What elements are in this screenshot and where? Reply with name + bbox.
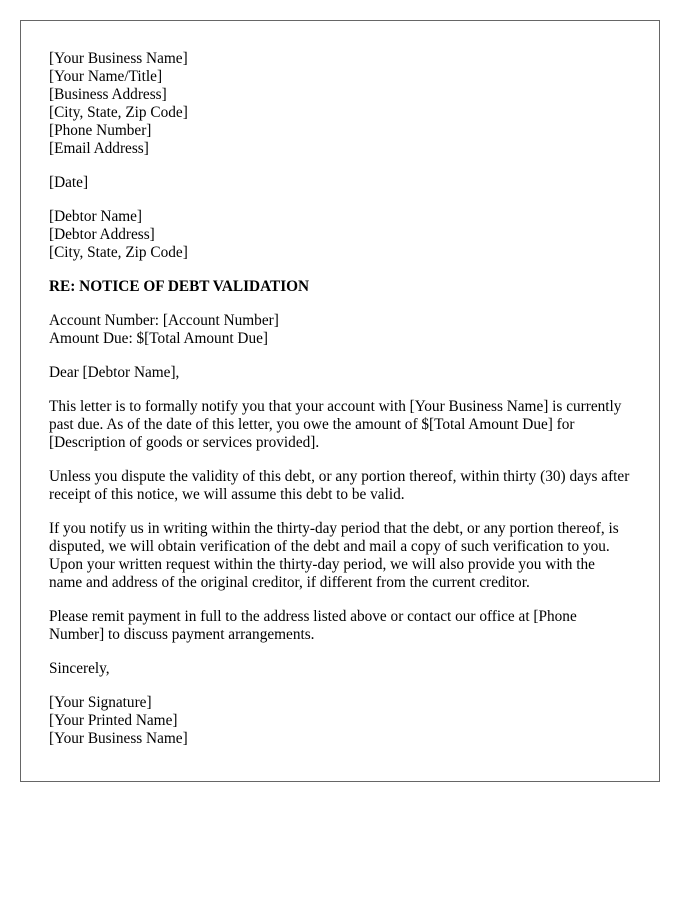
subject-line: RE: NOTICE OF DEBT VALIDATION bbox=[49, 278, 310, 295]
sender-business-name: [Your Business Name] bbox=[49, 50, 188, 67]
printed-name: [Your Printed Name] bbox=[49, 712, 178, 729]
recipient-city-state-zip: [City, State, Zip Code] bbox=[49, 244, 188, 261]
account-block bbox=[49, 312, 631, 348]
sender-name-title: [Your Name/Title] bbox=[49, 68, 163, 85]
signature-block bbox=[49, 694, 631, 748]
signature-business-name: [Your Business Name] bbox=[49, 730, 188, 747]
body-paragraph-validity: Unless you dispute the validity of this debt, or any portion thereof, within thirty (30) days after receipt of this notice, we will assume this debt to be valid. bbox=[49, 468, 630, 503]
recipient-block bbox=[49, 208, 631, 262]
sender-city-state-zip: [City, State, Zip Code] bbox=[49, 104, 188, 121]
signature: [Your Signature] bbox=[49, 694, 152, 711]
closing: Sincerely, bbox=[49, 660, 110, 677]
body-paragraph-dispute: If you notify us in writing within the thirty-day period that the debt, or any portion thereof, is disputed, we will obtain verification of the debt and mail a copy of such verification to you. Upon your written request within the thirty-day period, we will also provide you with the name and address of the original creditor, if different from the current creditor. bbox=[49, 520, 619, 591]
sender-phone: [Phone Number] bbox=[49, 122, 152, 139]
recipient-address: [Debtor Address] bbox=[49, 226, 155, 243]
sender-block bbox=[49, 50, 631, 158]
body-paragraph-notice: This letter is to formally notify you that your account with [Your Business Name] is currently past due. As of the date of this letter, you owe the amount of $[Total Amount Due] for [Description of goods or services provided]. bbox=[49, 398, 622, 451]
amount-due: Amount Due: $[Total Amount Due] bbox=[49, 330, 269, 347]
account-number: Account Number: [Account Number] bbox=[49, 312, 279, 329]
date-block bbox=[49, 174, 631, 192]
recipient-name: [Debtor Name] bbox=[49, 208, 143, 225]
letter-page bbox=[20, 20, 660, 782]
sender-business-address: [Business Address] bbox=[49, 86, 167, 103]
letter-date: [Date] bbox=[49, 174, 89, 191]
sender-email: [Email Address] bbox=[49, 140, 149, 157]
body-paragraph-payment: Please remit payment in full to the address listed above or contact our office at [Phone Number] to discuss payment arrangements. bbox=[49, 608, 577, 643]
salutation: Dear [Debtor Name], bbox=[49, 364, 180, 381]
